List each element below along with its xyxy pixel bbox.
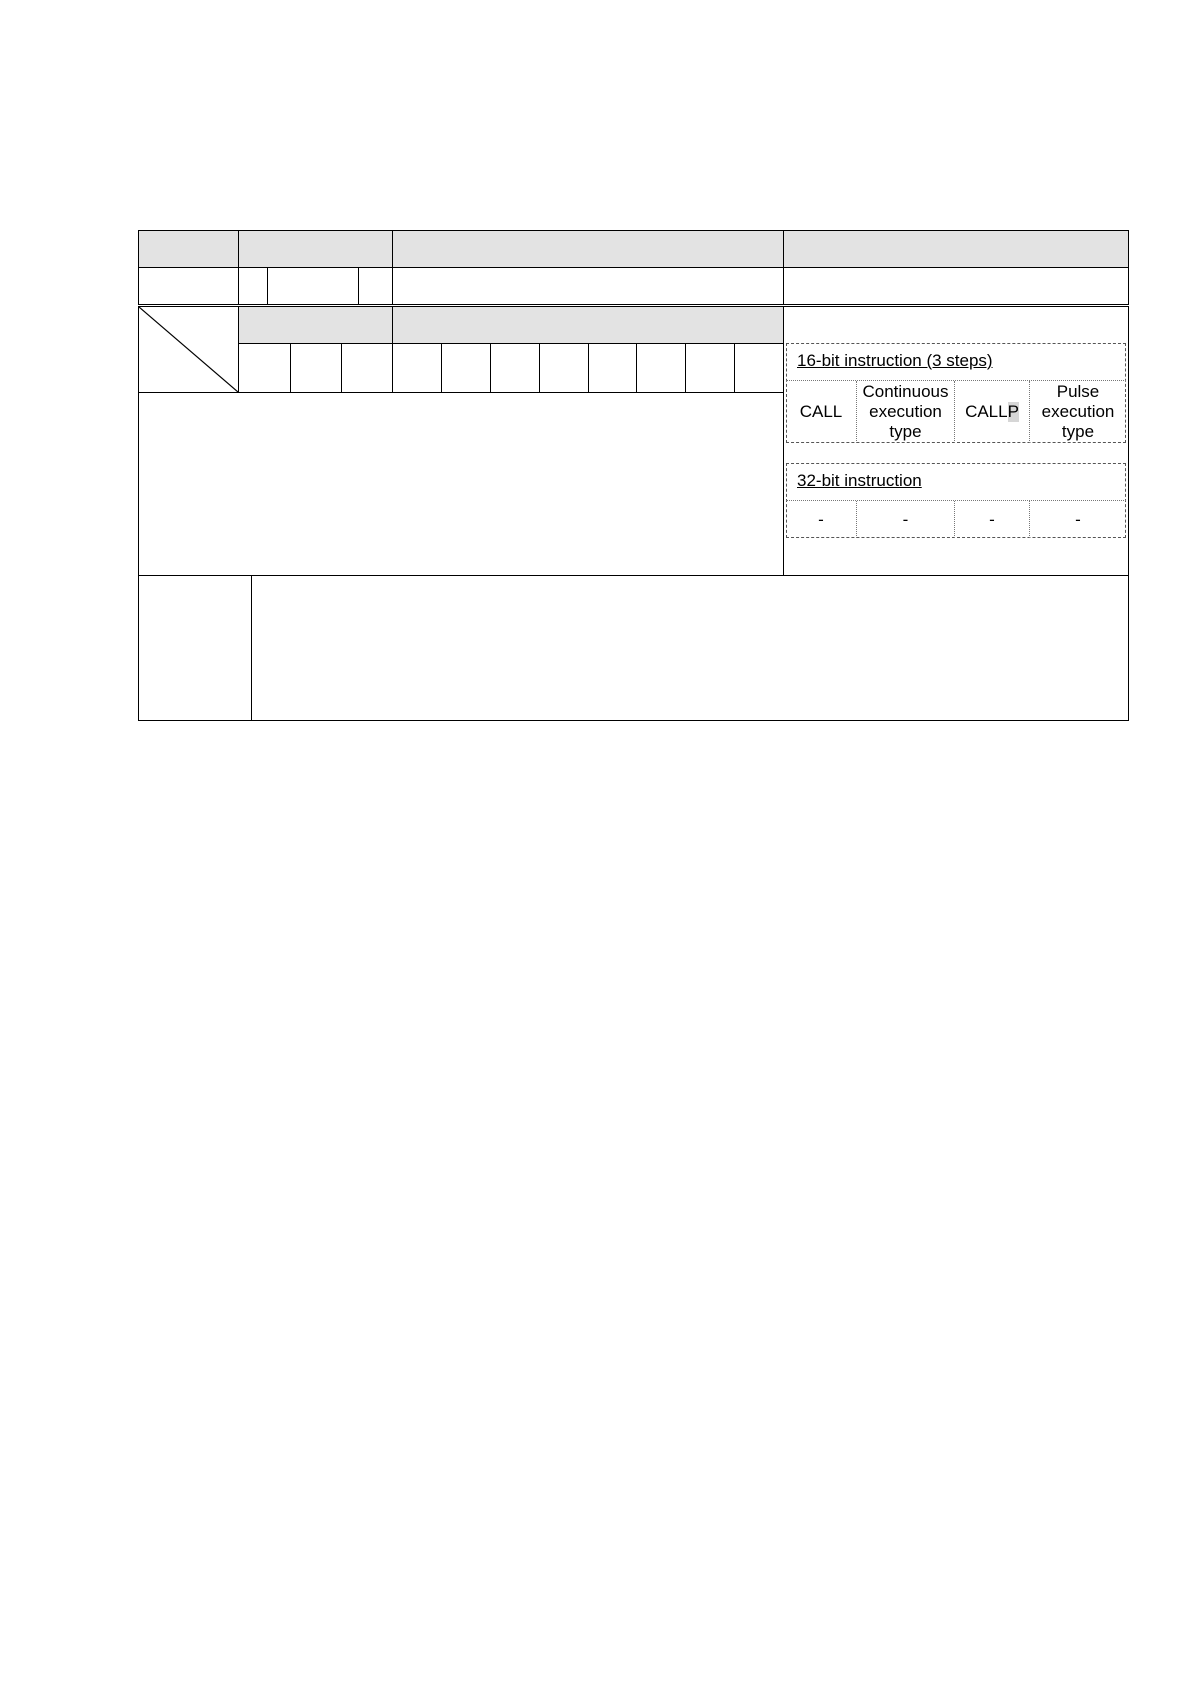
mnemonic-32bit-type: - xyxy=(856,501,954,538)
function-cell xyxy=(783,267,1129,305)
operand-notes-area xyxy=(138,392,784,576)
mnemonic-16bit: CALL xyxy=(799,402,843,421)
mnemonic-prefix-cell xyxy=(238,267,268,305)
instruction-32bit-title-text: 32-bit instruction xyxy=(797,471,922,490)
device-cell xyxy=(290,343,342,393)
api-number-cell xyxy=(138,267,239,305)
device-cell xyxy=(490,343,540,393)
pulse-mnemonic-base: CALL xyxy=(965,402,1008,421)
device-cell xyxy=(685,343,735,393)
operands-cell xyxy=(392,267,784,305)
pulse-16bit-type: Pulse execution type xyxy=(1029,381,1126,443)
footnote-content-cell xyxy=(251,575,1129,721)
header-cell-api xyxy=(138,230,239,268)
instruction-32bit-title xyxy=(797,471,922,493)
device-cell xyxy=(734,343,784,393)
device-cell xyxy=(441,343,491,393)
mnemonic-16bit-type: Continuous execution type xyxy=(856,381,954,443)
device-cell xyxy=(539,343,589,393)
word-device-header xyxy=(392,306,784,344)
mnemonic-suffix-cell xyxy=(358,267,393,305)
instruction-16bit-title-text: 16-bit instruction (3 steps) xyxy=(797,351,993,370)
device-cell xyxy=(238,343,291,393)
device-cell xyxy=(636,343,686,393)
pulse-mnemonic-16bit xyxy=(954,381,1029,443)
footnote-label-cell xyxy=(138,575,252,721)
mnemonic-cell xyxy=(267,267,359,305)
diagonal-corner-cell xyxy=(138,306,239,393)
device-cell xyxy=(588,343,637,393)
mnemonic-32bit: - xyxy=(818,509,824,529)
header-cell-operands xyxy=(392,230,784,268)
bit-device-header xyxy=(238,306,393,344)
header-cell-function xyxy=(783,230,1129,268)
instruction-16bit-title xyxy=(797,351,993,373)
diagonal-line xyxy=(139,307,238,392)
header-cell-mnemonic xyxy=(238,230,393,268)
pulse-mnemonic-32bit: - xyxy=(954,501,1029,538)
device-cell xyxy=(341,343,393,393)
device-cell xyxy=(392,343,442,393)
pulse-32bit-type: - xyxy=(1029,501,1126,538)
pulse-suffix: P xyxy=(1007,402,1019,421)
